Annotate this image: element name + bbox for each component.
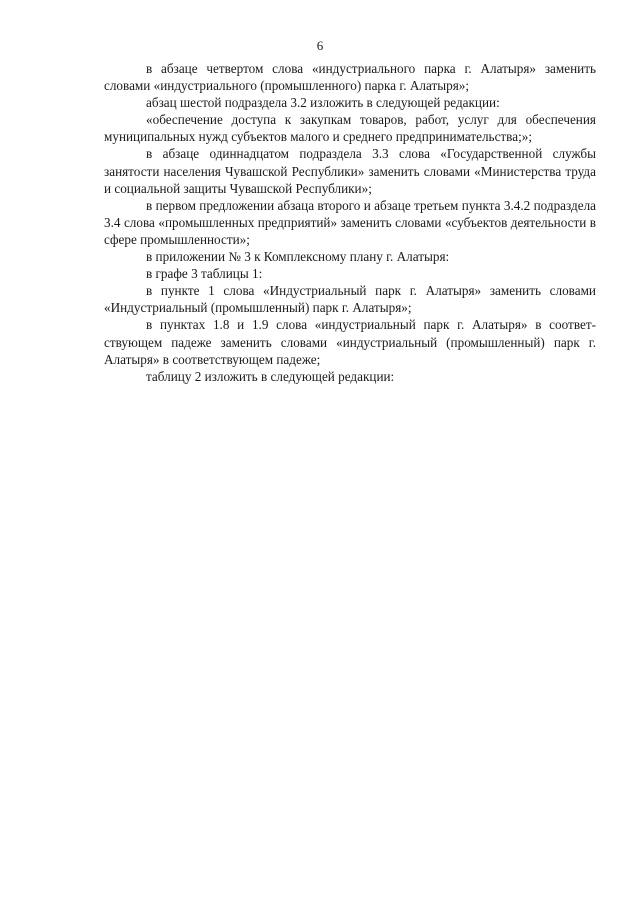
page-number: 6 <box>316 38 324 53</box>
paragraph-3: «обеспечение доступа к закупкам товаров, работ, услуг для обеспечения муниципальных нужд субъектов малого и среднего предпринимательства;»; <box>104 112 596 145</box>
paragraph-6: в приложении № 3 к Комплексному плану г. Алатыря: <box>146 249 450 265</box>
paragraph-1: в абзаце четвертом слова «индустриального парка г. Алатыря» заменить словами «индустриального (промышленного) парка г. Алатыря»; <box>104 61 596 94</box>
paragraph-5: в первом предложении абзаца второго и абзаце третьем пункта 3.4.2 подраздела 3.4 слова «промышленных предприятий» заменить словами «субъектов деятельности в сфере промышленности»; <box>104 197 596 247</box>
paragraph-7: в графе 3 таблицы 1: <box>146 266 263 282</box>
paragraph-4: в абзаце одиннадцатом подраздела 3.3 слова «Государственной службы занятости населения Чувашской Республики» заменить словами «Министерства труда и социальной защиты Чувашской Республики»; <box>104 146 596 196</box>
paragraph-8: в пункте 1 слова «Индустриальный парк г. Алатыря» заменить словами «Индустриальный (промышленный) парк г. Алатыря»; <box>104 283 596 316</box>
document-body <box>104 60 596 385</box>
paragraph-10: таблицу 2 изложить в следующей редакции: <box>146 368 395 384</box>
paragraph-9: в пунктах 1.8 и 1.9 слова «индустриальный парк г. Алатыря» в соответствующем падеже заменить словами «индустриальный (промышленный) парк г. Алатыря» в соответствующем падеже; <box>104 317 596 367</box>
paragraph-2: абзац шестой подраздела 3.2 изложить в следующей редакции: <box>146 95 500 111</box>
